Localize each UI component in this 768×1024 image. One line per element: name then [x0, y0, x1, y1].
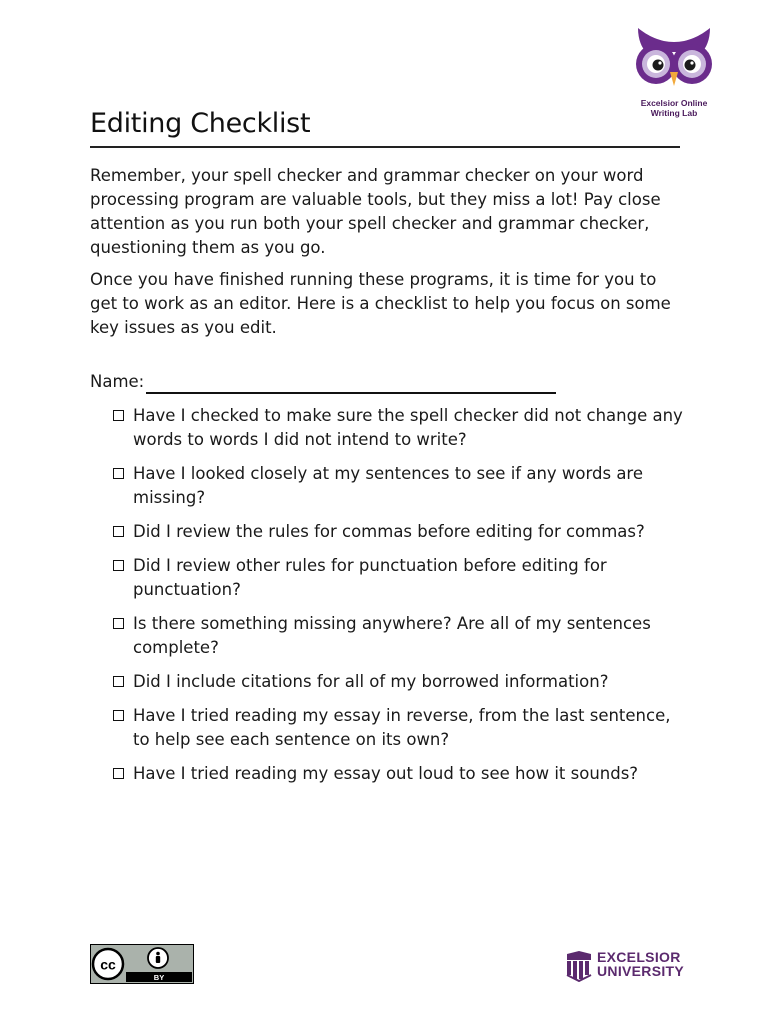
name-label: Name: [90, 372, 145, 391]
checkbox[interactable] [113, 468, 124, 479]
creative-commons-by-badge[interactable] [90, 944, 194, 984]
owl-icon [630, 20, 718, 98]
checklist-item-text: Is there something missing anywhere? Are all of my sentences complete? [133, 614, 651, 657]
checklist-item [113, 704, 683, 752]
checklist-item [113, 554, 683, 602]
university-name-line1: EXCELSIOR [597, 949, 681, 965]
checklist-item [113, 520, 683, 544]
checklist-item [113, 670, 683, 694]
by-label: BY [153, 973, 165, 982]
checklist-item-text: Have I tried reading my essay out loud to see how it sounds? [133, 764, 639, 783]
checklist-item-text: Did I review other rules for punctuation before editing for punctuation? [133, 556, 607, 599]
instructions-paragraph: Once you have finished running these programs, it is time for you to get to work as an editor. Here is a checklist to help you focus on some key issues as you edit. [90, 270, 671, 337]
checkbox[interactable] [113, 710, 124, 721]
checklist-item-text: Have I looked closely at my sentences to see if any words are missing? [133, 464, 644, 507]
checklist-item [113, 462, 683, 510]
writing-lab-logo [626, 20, 722, 120]
name-field[interactable] [146, 373, 556, 394]
title-divider [90, 146, 680, 148]
cc-label: cc [100, 956, 116, 973]
writing-lab-caption-line2: Writing Lab [650, 108, 698, 118]
checkbox[interactable] [113, 560, 124, 571]
checklist-item-text: Have I checked to make sure the spell checker did not change any words to words I did not intend to write? [133, 406, 683, 449]
editing-checklist [113, 404, 683, 796]
checklist-item-text: Did I include citations for all of my borrowed information? [133, 672, 609, 691]
checklist-item [113, 404, 683, 452]
university-wordmark [597, 950, 684, 978]
name-row [90, 370, 556, 394]
checkbox[interactable] [113, 410, 124, 421]
checklist-item-text: Have I tried reading my essay in reverse, from the last sentence, to help see each sentence on its own? [133, 706, 671, 749]
page-title: Editing Checklist [90, 108, 311, 139]
checkbox[interactable] [113, 618, 124, 629]
checkbox[interactable] [113, 768, 124, 779]
excelsior-shield-icon [565, 950, 593, 982]
university-name-line2: UNIVERSITY [597, 963, 685, 979]
excelsior-university-logo [565, 950, 695, 982]
checkbox[interactable] [113, 676, 124, 687]
checklist-item-text: Did I review the rules for commas before editing for commas? [133, 522, 645, 541]
writing-lab-caption-line1: Excelsior Online [640, 98, 708, 108]
checkbox[interactable] [113, 526, 124, 537]
checklist-item [113, 612, 683, 660]
writing-lab-caption [626, 98, 722, 118]
intro-paragraph: Remember, your spell checker and grammar checker on your word processing program are valuable tools, but they miss a lot! Pay close attention as you run both your spell checker and grammar checker, questioning them as you go. [90, 166, 661, 257]
checklist-item [113, 762, 683, 786]
creative-commons-by-icon [90, 944, 194, 984]
